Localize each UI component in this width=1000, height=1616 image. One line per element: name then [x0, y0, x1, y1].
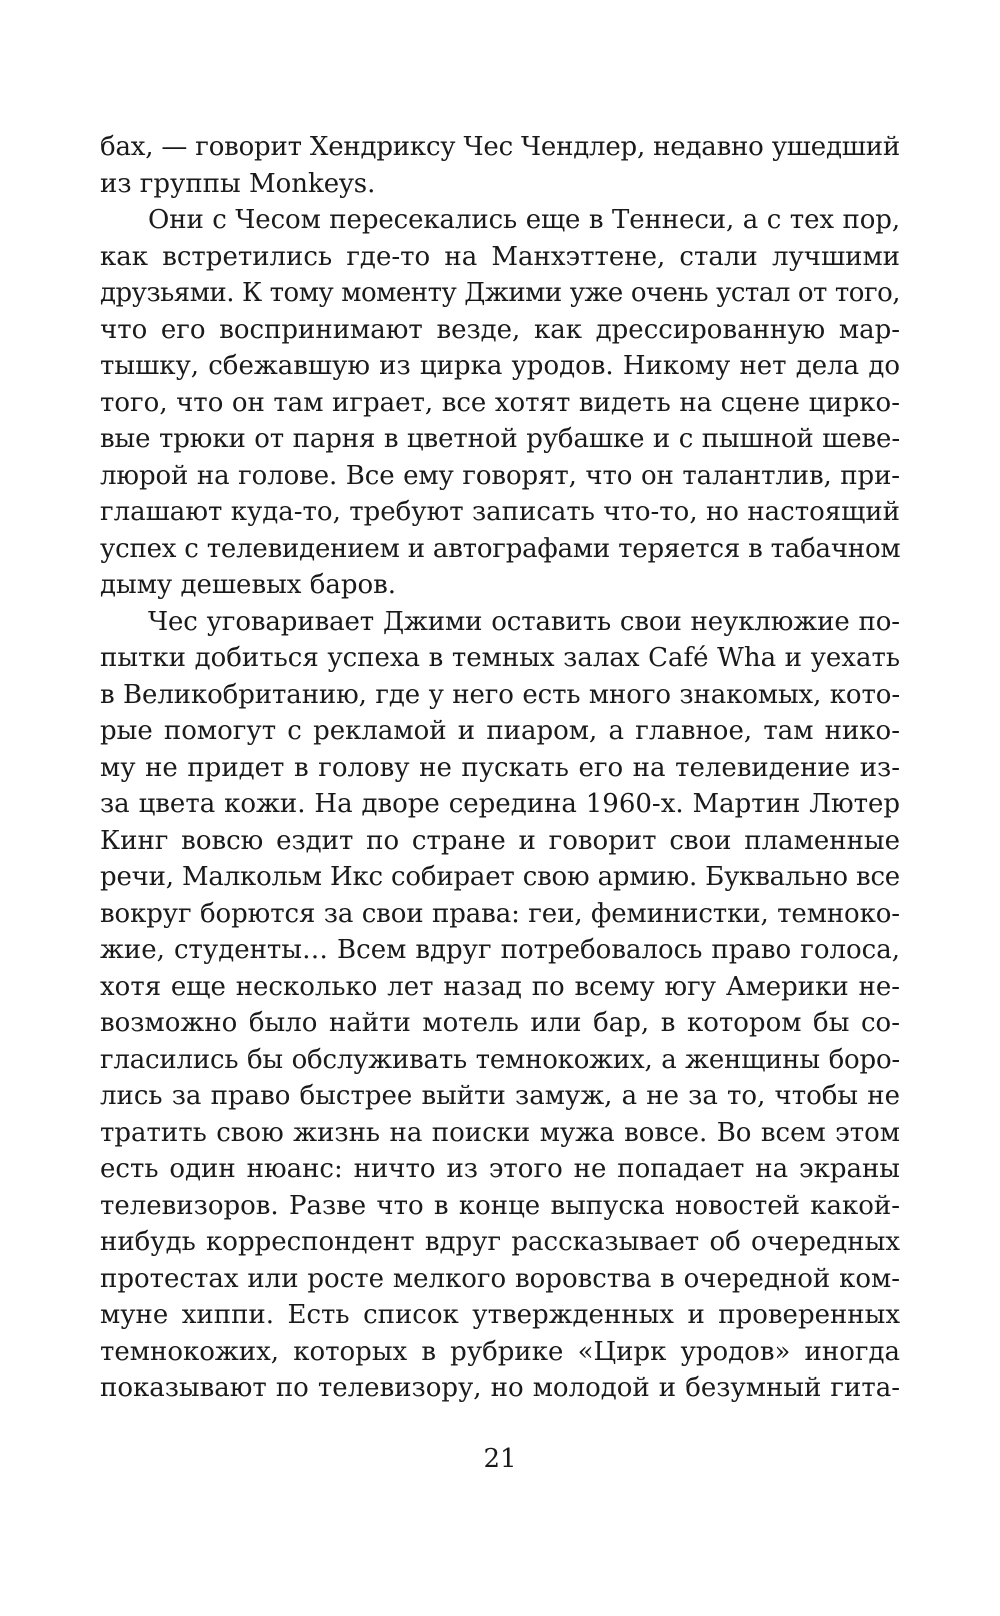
- text-line: того, что он там играет, все хотят видеть на сцене цирко-: [100, 387, 900, 418]
- text-line: вые трюки от парня в цветной рубашке и с пышной шеве-: [100, 424, 900, 454]
- text-line: за цвета кожи. На дворе середина 1960-х. Мартин Лютер: [100, 789, 900, 819]
- text-line: пытки добиться успеха в темных залах Café Wha и уехать: [100, 643, 900, 673]
- text-line: протестах или росте мелкого воровства в очередной ком-: [100, 1263, 900, 1294]
- text-line: муне хиппи. Есть список утвержденных и проверенных: [100, 1300, 900, 1330]
- text-line: друзьями. К тому моменту Джими уже очень устал от того,: [100, 278, 900, 308]
- text-line: показывают по телевизору, но молодой и безумный гита-: [100, 1373, 900, 1403]
- text-line: вокруг борются за свои права: геи, феминистки, темноко-: [100, 898, 900, 929]
- text-line: бах, — говорит Хендриксу Чес Чендлер, недавно ушедший: [100, 132, 900, 162]
- text-line: речи, Малкольм Икс собирает свою армию. Буквально все: [100, 862, 900, 892]
- text-line: возможно было найти мотель или бар, в котором бы со-: [100, 1008, 900, 1038]
- text-line: рые помогут с рекламой и пиаром, а главное, там нико-: [100, 716, 900, 746]
- text-line: жие, студенты… Всем вдруг потребовалось право голоса,: [100, 935, 900, 965]
- page-number: 21: [483, 1444, 517, 1474]
- paragraph-2: [100, 202, 900, 604]
- text-line: Чес уговаривает Джими оставить свои неуклюжие по-: [148, 606, 900, 637]
- text-line: как встретились где-то на Манхэттене, стали лучшими: [100, 241, 900, 272]
- text-line: есть один нюанс: ничто из этого не попадает на экраны: [100, 1154, 900, 1184]
- text-line: Кинг вовсю ездит по стране и говорит свои пламенные: [100, 825, 900, 856]
- text-line: нибудь корреспондент вдруг рассказывает об очередных: [100, 1227, 900, 1257]
- body-text: [100, 129, 900, 1407]
- text-line: в Великобританию, где у него есть много знакомых, кото-: [100, 679, 900, 710]
- text-line: дыму дешевых баров.: [100, 570, 397, 600]
- text-line: темнокожих, которых в рубрике «Цирк уродов» иногда: [100, 1336, 900, 1367]
- text-line: успех с телевидением и автографами теряется в табачном: [100, 533, 901, 564]
- text-line: хотя еще несколько лет назад по всему югу Америки не-: [100, 971, 900, 1002]
- text-line: глашают куда-то, требуют записать что-то, но настоящий: [100, 497, 900, 527]
- text-line: тышку, сбежавшую из цирка уродов. Никому нет дела до: [100, 351, 900, 381]
- paragraph-1: [100, 129, 900, 202]
- text-line: му не придет в голову не пускать его на телевидение из-: [100, 752, 900, 783]
- text-line: гласились бы обслуживать темнокожих, а женщины боро-: [100, 1044, 900, 1075]
- text-line: Они с Чесом пересекались еще в Теннеси, а с тех пор,: [148, 205, 900, 235]
- text-line: из группы Monkeys.: [100, 168, 376, 199]
- text-line: лись за право быстрее выйти замуж, а не за то, чтобы не: [100, 1081, 900, 1111]
- text-line: что его воспринимают везде, как дрессированную мар-: [100, 314, 900, 345]
- text-line: тратить свою жизнь на поиски мужа вовсе. Во всем этом: [100, 1117, 900, 1148]
- text-line: люрой на голове. Все ему говорят, что он талантлив, при-: [100, 460, 900, 491]
- text-line: телевизоров. Разве что в конце выпуска новостей какой-: [100, 1190, 900, 1221]
- paragraph-3: [100, 604, 900, 1407]
